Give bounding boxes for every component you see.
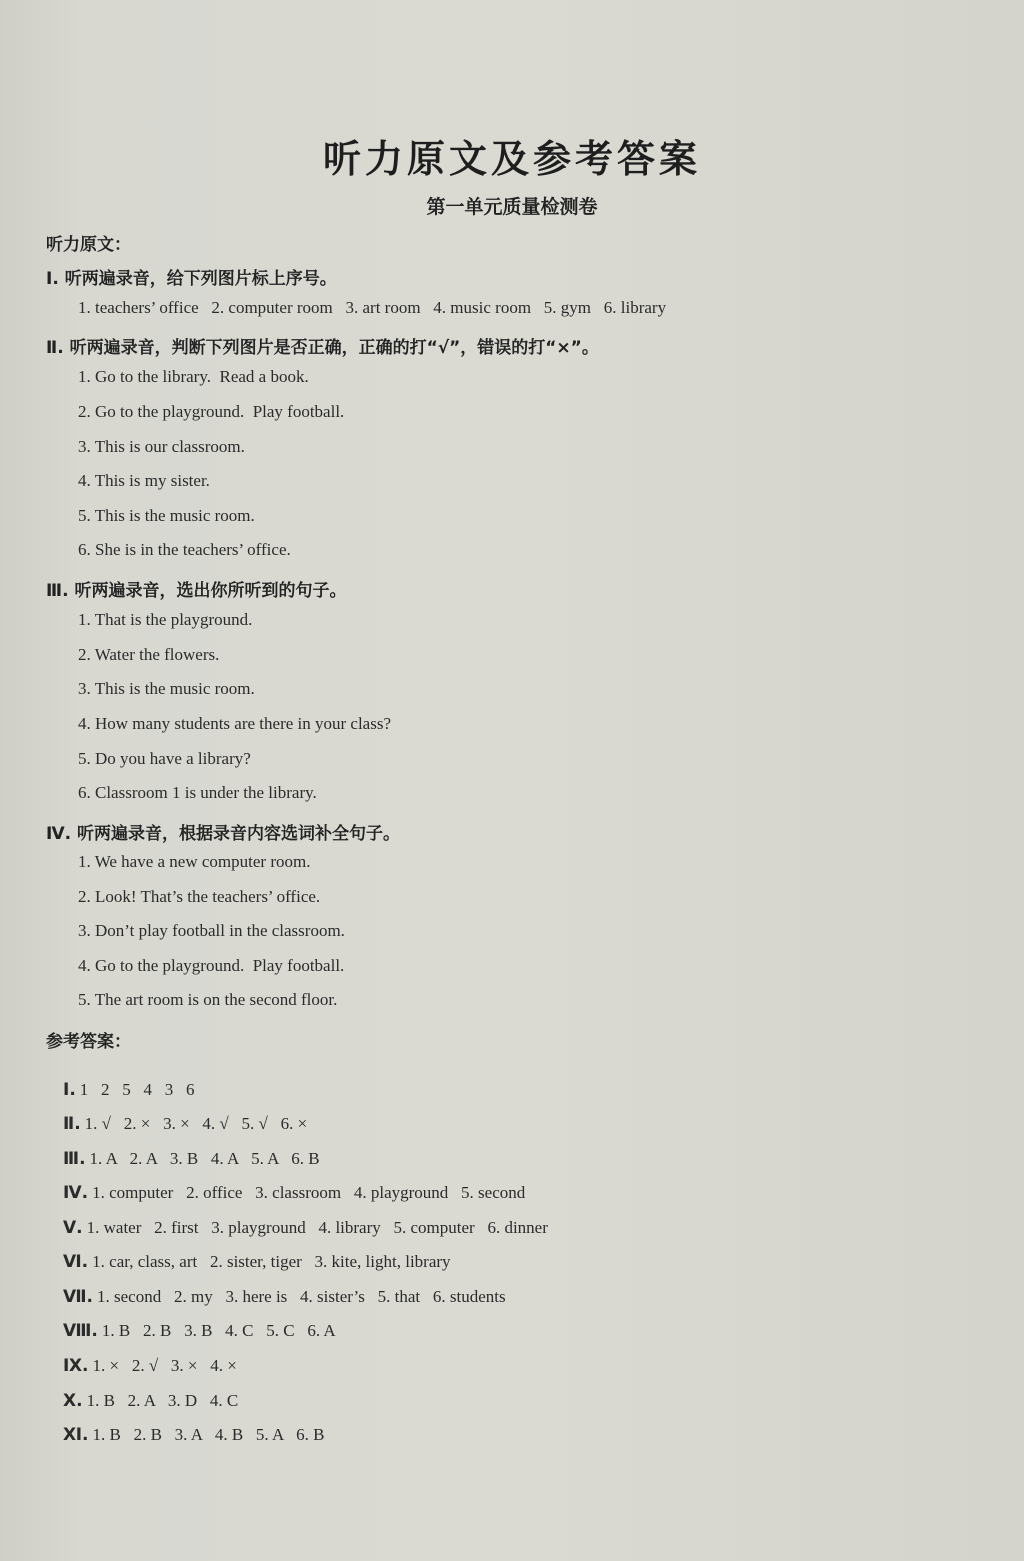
section-4-item: 4. Go to the playground. Play football. <box>78 956 345 975</box>
section-3-item: 3. This is the music room. <box>78 679 255 698</box>
answer-label: Ⅵ. <box>63 1252 89 1272</box>
answer-text: 1. computer 2. office 3. classroom 4. playground 5. second <box>92 1183 526 1202</box>
answer-label: Ⅰ. <box>63 1080 76 1100</box>
section-1-item: 1. teachers’ office 2. computer room 3. art room 4. music room 5. gym 6. library <box>78 298 667 317</box>
answer-text: 1. B 2. B 3. B 4. C 5. C 6. A <box>101 1321 336 1340</box>
section-3-item: 5. Do you have a library? <box>78 749 251 768</box>
answer-label: Ⅸ. <box>63 1356 89 1376</box>
section-2-item: 3. This is our classroom. <box>78 437 245 456</box>
answer-label: Ⅴ. <box>63 1218 83 1238</box>
answer-text: 1. car, class, art 2. sister, tiger 3. kite, light, library <box>92 1252 451 1271</box>
section-3-item: 2. Water the flowers. <box>78 645 220 664</box>
answer-text: 1. B 2. B 3. A 4. B 5. A 6. B <box>92 1425 325 1444</box>
answers-heading: 参考答案： <box>46 1032 131 1052</box>
section-2-item: 4. This is my sister. <box>78 471 210 490</box>
answer-label: Ⅳ. <box>63 1183 89 1203</box>
answer-label: Ⅱ. <box>63 1114 81 1134</box>
answer-text: 1. × 2. √ 3. × 4. × <box>92 1356 237 1375</box>
section-2-heading: Ⅱ. 听两遍录音，判断下列图片是否正确，正确的打“√”，错误的打“×”。 <box>46 338 599 358</box>
section-2-item: 1. Go to the library. Read a book. <box>78 367 309 386</box>
section-4-item: 1. We have a new computer room. <box>78 852 311 871</box>
answer-text: 1. √ 2. × 3. × 4. √ 5. √ 6. × <box>84 1114 308 1133</box>
section-4-heading: Ⅳ. 听两遍录音，根据录音内容选词补全句子。 <box>46 824 401 844</box>
answer-label: Ⅲ. <box>63 1149 86 1169</box>
transcript-heading: 听力原文： <box>46 235 131 255</box>
page-subtitle: 第一单元质量检测卷 <box>426 196 598 218</box>
answer-text: 1 2 5 4 3 6 <box>79 1080 195 1099</box>
page-title: 听力原文及参考答案 <box>322 136 701 181</box>
section-3-heading: Ⅲ. 听两遍录音，选出你所听到的句子。 <box>46 581 347 601</box>
section-2-item: 5. This is the music room. <box>78 506 255 525</box>
answer-text: 1. water 2. first 3. playground 4. library 5. computer 6. dinner <box>86 1218 548 1237</box>
section-4-item: 2. Look! That’s the teachers’ office. <box>78 887 321 906</box>
section-2-item: 2. Go to the playground. Play football. <box>78 402 345 421</box>
answer-label: Ⅶ. <box>63 1287 94 1307</box>
answer-text: 1. A 2. A 3. B 4. A 5. A 6. B <box>89 1149 320 1168</box>
section-3-item: 4. How many students are there in your class? <box>78 714 391 733</box>
section-3-item: 1. That is the playground. <box>78 610 253 629</box>
answer-label: Ⅺ. <box>63 1425 89 1445</box>
answer-text: 1. second 2. my 3. here is 4. sister’s 5. that 6. students <box>97 1287 506 1306</box>
answer-row <box>46 1405 324 1465</box>
section-3-item: 6. Classroom 1 is under the library. <box>78 783 317 802</box>
section-1-heading: Ⅰ. 听两遍录音，给下列图片标上序号。 <box>46 269 337 289</box>
section-4-item: 5. The art room is on the second floor. <box>78 990 338 1009</box>
section-4-item: 3. Don’t play football in the classroom. <box>78 921 345 940</box>
answer-text: 1. B 2. A 3. D 4. C <box>86 1391 239 1410</box>
section-2-item: 6. She is in the teachers’ office. <box>78 540 291 559</box>
answer-label: Ⅷ. <box>63 1321 98 1341</box>
answer-label: Ⅹ. <box>63 1391 83 1411</box>
